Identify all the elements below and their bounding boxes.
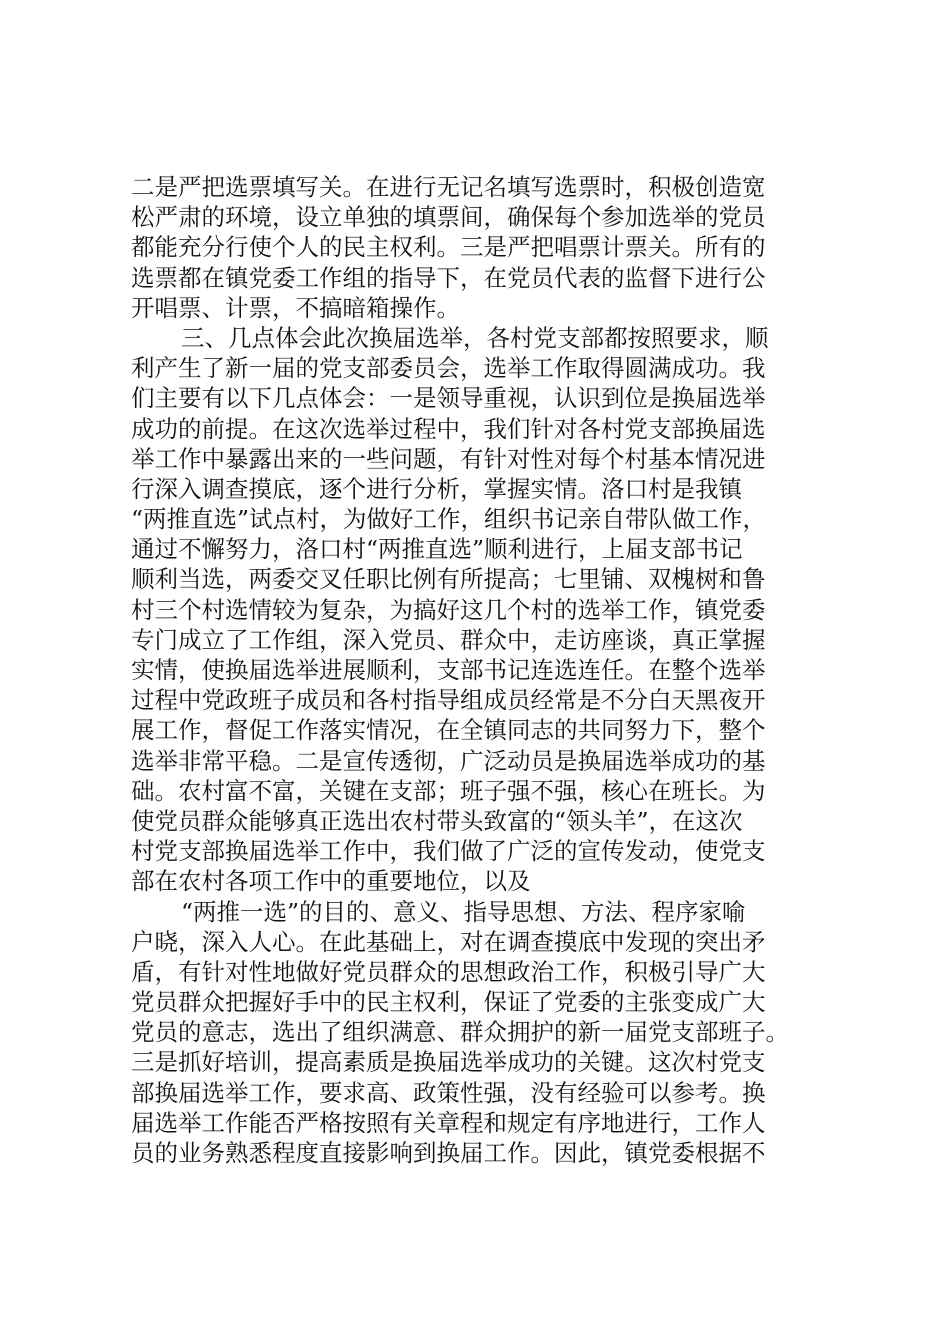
text-line: 开唱票、计票，不搞暗箱操作。	[131, 293, 460, 322]
text-line: 村党支部换届选举工作中，我们做了广泛的宣传发动，使党支	[131, 837, 766, 866]
text-line: 行深入调查摸底，逐个进行分析，掌握实情。洛口村是我镇	[131, 474, 742, 503]
text-line: 盾，有针对性地做好党员群众的思想政治工作，积极引导广大	[131, 957, 766, 986]
text-line: “两推直选”试点村，为做好工作，组织书记亲自带队做工作，	[131, 505, 767, 534]
text-line: 们主要有以下几点体会：一是领导重视，认识到位是换届选举	[131, 384, 766, 413]
text-line: 党员的意志，选出了组织满意、群众拥护的新一届党支部班子。	[131, 1018, 789, 1047]
text-line: 户晓，深入人心。在此基础上，对在调查摸底中发现的突出矛	[131, 927, 766, 956]
text-line: 通过不懈努力，洛口村“两推直选”顺利进行，上届支部书记	[131, 535, 743, 564]
text-line: 村三个村选情较为复杂，为搞好这几个村的选举工作，镇党委	[131, 595, 766, 624]
text-line: 成功的前提。在这次选举过程中，我们针对各村党支部换届选	[131, 414, 766, 443]
text-line: “两推一选”的目的、意义、指导思想、方法、程序家喻	[181, 897, 746, 926]
text-line: 松严肃的环境，设立单独的填票间，确保每个参加选举的党员	[131, 203, 766, 232]
text-line: 过程中党政班子成员和各村指导组成员经常是不分白天黑夜开	[131, 686, 766, 715]
body-text	[131, 172, 851, 1168]
text-line: 二是严把选票填写关。在进行无记名填写选票时，积极创造宽	[131, 173, 766, 201]
text-line: 展工作，督促工作落实情况，在全镇同志的共同努力下，整个	[131, 716, 766, 745]
text-line: 专门成立了工作组，深入党员、群众中，走访座谈，真正掌握	[131, 625, 766, 654]
text-line: 利产生了新一届的党支部委员会，选举工作取得圆满成功。我	[131, 354, 766, 383]
text-line: 实情，使换届选举进展顺利，支部书记连选连任。在整个选举	[131, 656, 766, 684]
text-line: 党员群众把握好手中的民主权利，保证了党委的主张变成广大	[131, 988, 766, 1017]
text-line: 员的业务熟悉程度直接影响到换届工作。因此，镇党委根据不	[131, 1139, 766, 1167]
text-line: 选票都在镇党委工作组的指导下，在党员代表的监督下进行公	[131, 263, 766, 292]
text-line: 础。农村富不富，关键在支部；班子强不强，核心在班长。为	[131, 776, 766, 805]
text-line: 部换届选举工作，要求高、政策性强，没有经验可以参考。换	[131, 1078, 766, 1107]
text-line: 三、几点体会此次换届选举，各村党支部都按照要求，顺	[181, 323, 769, 352]
text-line: 使党员群众能够真正选出农村带头致富的“领头羊”，在这次	[131, 806, 743, 835]
text-line: 届选举工作能否严格按照有关章程和规定有序地进行，工作人	[131, 1108, 766, 1137]
text-line: 选举非常平稳。二是宣传透彻，广泛动员是换届选举成功的基	[131, 746, 766, 775]
text-line: 部在农村各项工作中的重要地位，以及	[131, 867, 531, 896]
text-line: 三是抓好培训，提高素质是换届选举成功的关键。这次村党支	[131, 1048, 766, 1077]
text-line: 举工作中暴露出来的一些问题，有针对性对每个村基本情况进	[131, 444, 766, 473]
text-line: 顺利当选，两委交叉任职比例有所提高；七里铺、双槐树和鲁	[131, 565, 766, 594]
text-line: 都能充分行使个人的民主权利。三是严把唱票计票关。所有的	[131, 233, 766, 262]
